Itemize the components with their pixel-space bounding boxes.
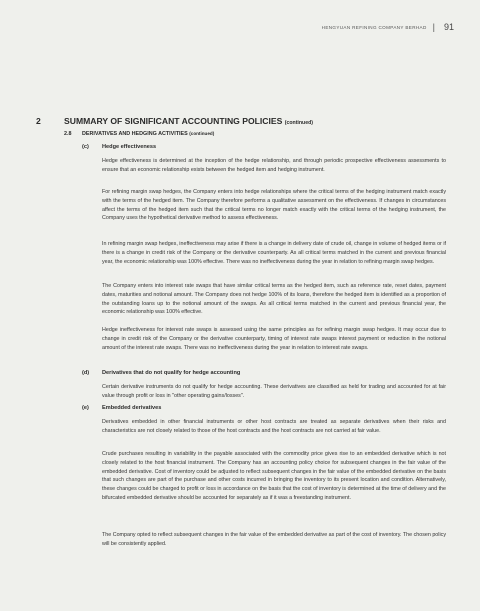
subsection-title	[82, 131, 214, 137]
page-number: 91	[443, 22, 454, 32]
subsection-continued-label: (continued)	[189, 131, 215, 136]
item-e-paragraph-1: Derivatives embedded in other financial instruments or other host contracts are treated as separate derivatives when their risks and characteristics are not closely related to those of the host contracts and the host contracts are not carried at fair value.	[102, 419, 446, 434]
section-title-text: SUMMARY OF SIGNIFICANT ACCOUNTING POLICIES	[64, 116, 283, 126]
section-number: 2	[36, 116, 41, 126]
subsection-number: 2.8	[64, 131, 72, 137]
header-company-name: HENGYUAN REFINING COMPANY BERHAD	[321, 24, 427, 30]
item-e-title: Embedded derivatives	[102, 405, 162, 411]
page-header	[322, 22, 454, 32]
item-d-paragraph-1: Certain derivative instruments do not qualify for hedge accounting. These derivatives are classified as held for trading and accounted for at fair value through profit or loss in "other operating gains/losses".	[102, 384, 446, 399]
item-e-paragraph-2: Crude purchases resulting in variability in the payable associated with the commodity price gives rise to an embedded derivative which is not closely related to the host financial instrument. The Company has an accounting policy choice for subsequent changes in the fair value of the embedded derivative. Cost of inventory could be adjusted to reflect subsequent changes in the fair value of the embedded derivative on the basis that such changes are part of the purchase and other costs incurred in bringing the inventory to its present location and condition. Alternatively, these changes could be charged to profit or loss in accordance on the basis that the cost of inventory is determined at the time of delivery and the bifurcated embedded derivative should be accounted for separately as if it was a freestanding instrument.	[102, 451, 446, 501]
item-e-paragraph-3: The Company opted to reflect subsequent changes in the fair value of the embedded derivative as part of the cost of inventory. The chosen policy will be consistently applied.	[102, 532, 446, 547]
item-c-paragraph-3: In refining margin swap hedges, ineffectiveness may arise if there is a change in delivery date of crude oil, change in volume of hedged items or if there is a change in credit risk of the Company or the derivative counterparty. As all critical terms matched in the current and previous financial year, the economic relationship was 100% effective. There was no ineffectiveness during the year in relation to refining margin swap hedges.	[102, 241, 446, 265]
item-e-label: (e)	[82, 405, 89, 411]
section-title	[64, 116, 313, 126]
item-c-title: Hedge effectiveness	[102, 144, 157, 150]
item-d-label: (d)	[82, 370, 90, 376]
item-d-title: Derivatives that do not qualify for hedge accounting	[102, 370, 241, 376]
item-c-paragraph-1: Hedge effectiveness is determined at the inception of the hedge relationship, and through periodic prospective effectiveness assessments to ensure that an economic relationship exists between the hedged item and hedging instrument.	[102, 158, 446, 173]
section-continued-label: (continued)	[284, 120, 313, 126]
item-c-paragraph-5: Hedge ineffectiveness for interest rate swaps is assessed using the same principles as for refining margin swap hedges. It may occur due to change in credit risk of the Company or the derivative counterparty, timing of interest rate swaps interest payment or reduction in the notional amount of the interest rate swaps. There was no ineffectiveness during the year in relation to interest rate swaps.	[102, 327, 446, 351]
item-c-paragraph-4: The Company enters into interest rate swaps that have similar critical terms as the hedged item, such as reference rate, reset dates, payment dates, maturities and notional amount. The Company does not hedge 100% of its loans, therefore the hedged item is identified as a proportion of the outstanding loans up to the notional amount of the swaps. As all critical terms matched in the current and previous financial year, the economic relationship was 100% effective.	[102, 283, 446, 316]
item-c-paragraph-2: For refining margin swap hedges, the Company enters into hedge relationships where the critical terms of the hedging instrument match exactly with the terms of the hedged item. The Company therefore performs a qualitative assessment on the effectiveness. If changes in circumstances affect the terms of the hedged item such that the critical terms no longer match exactly with the critical terms of the hedging instrument, the Company uses the hypothetical derivative method to assess effectiveness.	[102, 189, 446, 222]
header-separator: |	[432, 21, 435, 32]
item-c-label: (c)	[82, 144, 89, 150]
subsection-title-text: DERIVATIVES AND HEDGING ACTIVITIES	[82, 131, 188, 137]
